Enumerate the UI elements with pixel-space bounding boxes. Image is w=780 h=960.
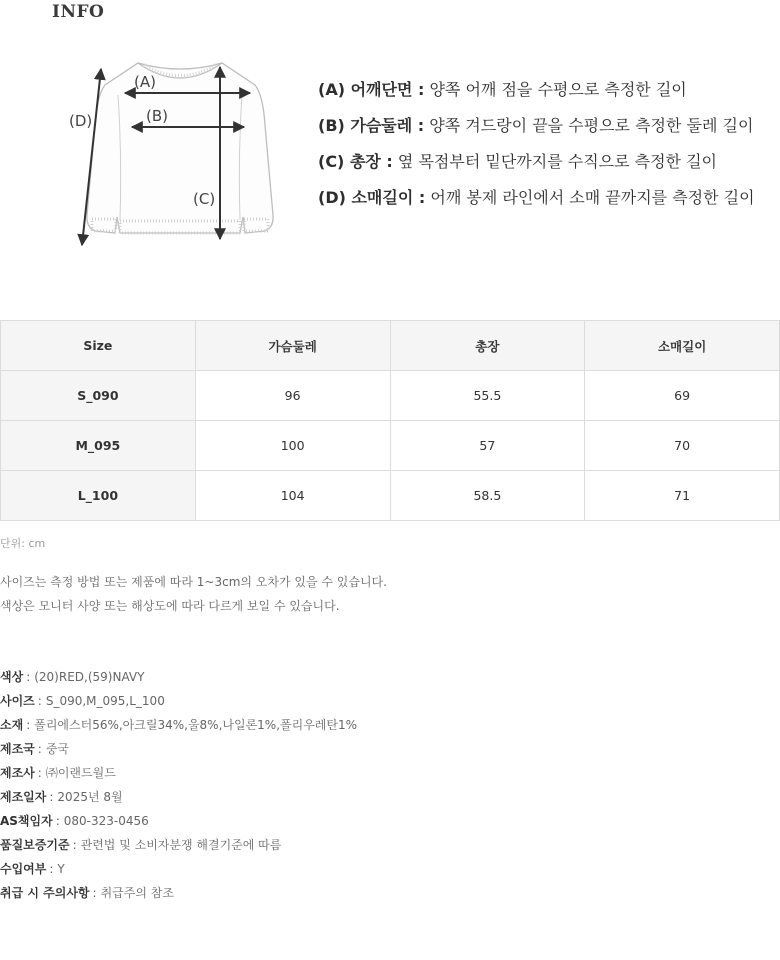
label-a: (A): [134, 73, 156, 91]
spec-value: 관련법 및 소비자분쟁 해결기준에 따름: [80, 838, 282, 852]
length-cell: 57: [390, 421, 585, 471]
chest-cell: 104: [195, 471, 390, 521]
spec-value: 폴리에스터56%,아크릴34%,울8%,나일론1%,폴리우레탄1%: [34, 718, 358, 732]
spec-value: 2025년 8월: [57, 790, 123, 804]
header-sleeve: 소매길이: [585, 321, 780, 371]
spec-row-size: [0, 692, 357, 716]
sweater-outline: [87, 63, 273, 233]
spec-value: (20)RED,(59)NAVY: [34, 670, 145, 684]
section-title: INFO: [52, 2, 105, 22]
spec-label: 제조일자: [0, 790, 47, 804]
spec-value: Y: [57, 862, 65, 876]
spec-row-manufacturer: [0, 764, 357, 788]
spec-row-care: [0, 884, 357, 908]
legend-key: (D) 소매길이 :: [318, 188, 426, 207]
legend-text: 옆 목점부터 밑단까지를 수직으로 측정한 길이: [397, 152, 718, 171]
label-b: (B): [146, 107, 168, 125]
spec-row-import: [0, 860, 357, 884]
label-d: (D): [69, 112, 93, 130]
sweater-measurement-diagram: [60, 55, 300, 255]
spec-row-country: [0, 740, 357, 764]
spec-row-material: [0, 716, 357, 740]
spec-value: ㈜이랜드월드: [45, 766, 116, 780]
spec-separator: :: [49, 790, 54, 804]
spec-row-date: [0, 788, 357, 812]
note-line: 색상은 모니터 사양 또는 해상도에 따라 다르게 보일 수 있습니다.: [0, 599, 340, 613]
spec-label: 색상: [0, 670, 24, 684]
spec-separator: :: [37, 694, 42, 708]
spec-value: 080-323-0456: [63, 814, 149, 828]
legend-item-a: [318, 78, 755, 114]
label-c: (C): [193, 190, 216, 208]
table-row: [1, 421, 780, 471]
table-header-row: [1, 321, 780, 371]
spec-label: 소재: [0, 718, 24, 732]
length-cell: 58.5: [390, 471, 585, 521]
spec-label: 수입여부: [0, 862, 47, 876]
spec-separator: :: [55, 814, 60, 828]
spec-row-color: [0, 668, 357, 692]
header-chest: 가슴둘레: [195, 321, 390, 371]
spec-separator: :: [92, 886, 97, 900]
spec-separator: :: [72, 838, 77, 852]
spec-separator: :: [49, 862, 54, 876]
legend-key: (A) 어깨단면 :: [318, 80, 425, 99]
spec-separator: :: [26, 670, 31, 684]
sleeve-cell: 69: [585, 371, 780, 421]
product-specs: [0, 668, 357, 908]
size-cell: S_090: [1, 371, 196, 421]
legend-key: (C) 총장 :: [318, 152, 393, 171]
unit-note: 단위: cm: [0, 537, 46, 550]
size-table: [0, 320, 780, 521]
legend-item-d: [318, 186, 755, 222]
size-cell: M_095: [1, 421, 196, 471]
legend-item-c: [318, 150, 755, 186]
note-line: 사이즈는 측정 방법 또는 제품에 따라 1~3cm의 오차가 있을 수 있습니다.: [0, 575, 387, 589]
spec-separator: :: [26, 718, 31, 732]
size-cell: L_100: [1, 471, 196, 521]
spec-value: 중국: [45, 742, 70, 756]
chest-cell: 100: [195, 421, 390, 471]
sleeve-cell: 71: [585, 471, 780, 521]
table-row: [1, 471, 780, 521]
legend-key: (B) 가슴둘레 :: [318, 116, 425, 135]
spec-label: 제조국: [0, 742, 35, 756]
size-notes: [0, 573, 387, 621]
spec-row-quality: [0, 836, 357, 860]
spec-label: 사이즈: [0, 694, 35, 708]
spec-label: 제조사: [0, 766, 35, 780]
legend-item-b: [318, 114, 755, 150]
header-length: 총장: [390, 321, 585, 371]
measurement-legend: [318, 78, 755, 222]
length-cell: 55.5: [390, 371, 585, 421]
spec-value: S_090,M_095,L_100: [45, 694, 165, 708]
spec-label: 취급 시 주의사항: [0, 886, 90, 900]
spec-label: AS책임자: [0, 814, 53, 828]
legend-text: 어깨 봉제 라인에서 소매 끝까지를 측정한 길이: [430, 188, 755, 207]
header-size: Size: [1, 321, 196, 371]
spec-value: 취급주의 참조: [100, 886, 174, 900]
spec-row-as: [0, 812, 357, 836]
table-row: [1, 371, 780, 421]
spec-separator: :: [37, 766, 42, 780]
chest-cell: 96: [195, 371, 390, 421]
spec-separator: :: [37, 742, 42, 756]
sleeve-cell: 70: [585, 421, 780, 471]
sweater-illustration: [60, 55, 300, 255]
legend-text: 양쪽 겨드랑이 끝을 수평으로 측정한 둘레 길이: [429, 116, 754, 135]
legend-text: 양쪽 어깨 점을 수평으로 측정한 길이: [429, 80, 687, 99]
spec-label: 품질보증기준: [0, 838, 70, 852]
